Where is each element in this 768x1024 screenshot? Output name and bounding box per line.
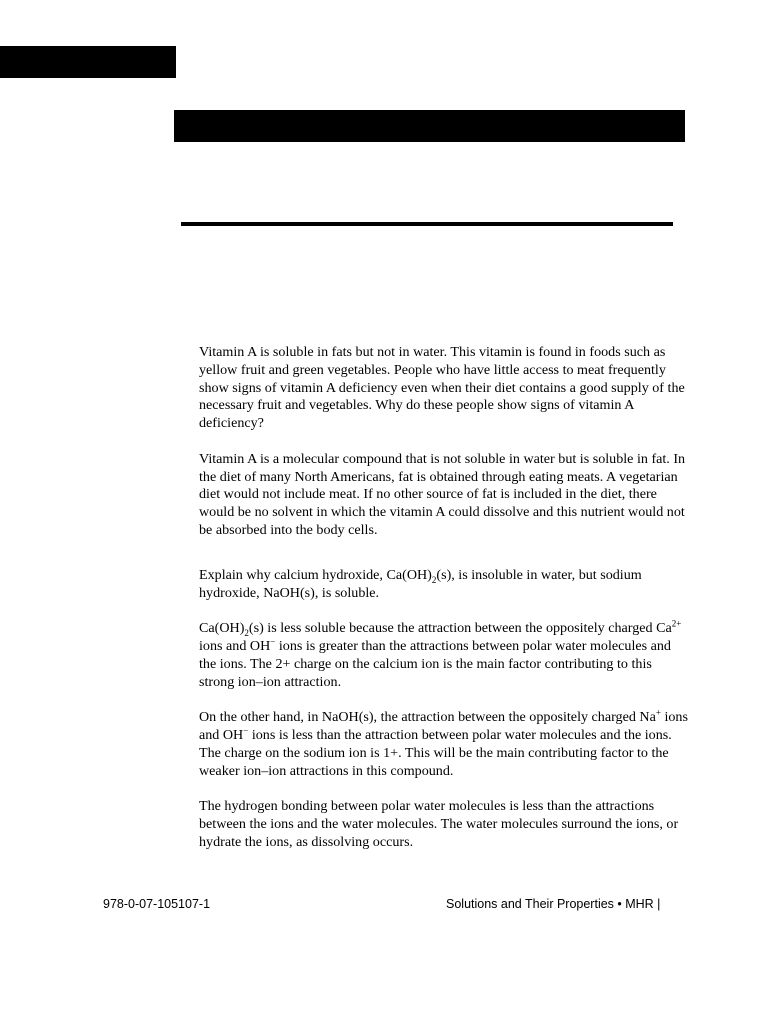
answer-2a-text-b: (s) is less soluble because the attraction between the oppositely charged Ca	[248, 620, 672, 637]
superscript: 2+	[671, 618, 682, 629]
answer-2a-text-c: ions and OH	[199, 637, 271, 654]
title-bar	[174, 110, 685, 142]
question-2	[199, 567, 689, 603]
answer-2c: The hydrogen bonding between polar water molecules is less than the attractions between the ions and the water molecules. The water molecules surround the ions, or hydrate the ions, as dissolving occurs.	[199, 798, 679, 850]
header-tab-block	[0, 46, 176, 78]
question-2-text-a: Explain why calcium hydroxide, Ca(OH)	[199, 566, 432, 583]
answer-2a-text-a: Ca(OH)	[199, 620, 245, 637]
answer-2b-text-c: ions is less than the attraction between polar water molecules and the ions. The charge on the sodium ion is 1+. This will be the main contributing factor to the weaker ion–ion attractions in this compound.	[199, 726, 672, 779]
answer-2b-text-a: On the other hand, in NaOH(s), the attraction between the oppositely charged Na	[199, 709, 656, 726]
question-2-text-b: (s), is insoluble in water, but sodium hydroxide, NaOH(s), is soluble.	[199, 566, 642, 601]
footer-isbn: 978-0-07-105107-1	[103, 897, 211, 911]
answer-2a-text-d: ions is greater than the attractions between polar water molecules and the ions. The 2+ charge on the calcium ion is the main factor contributing to this strong ion–ion attraction.	[199, 637, 671, 690]
superscript: −	[270, 636, 276, 647]
answer-2a	[199, 620, 689, 691]
question-1: Vitamin A is soluble in fats but not in water. This vitamin is found in foods such as yellow fruit and green vegetables. People who have little access to meat frequently show signs of vitamin A deficiency even when their diet contains a good supply of the necessary fruit and vegetables. Why do these people show signs of vitamin A deficiency?	[199, 344, 685, 432]
footer-running-head: Solutions and Their Properties • MHR |	[446, 897, 661, 911]
superscript: +	[655, 707, 661, 718]
subscript: 2	[244, 627, 249, 638]
answer-2b	[199, 709, 689, 780]
superscript: −	[243, 725, 249, 736]
answer-2b-text-b: ions and OH	[199, 709, 688, 743]
answer-1: Vitamin A is a molecular compound that is not soluble in water but is soluble in fat. In the diet of many North Americans, fat is obtained through eating meats. A vegetarian diet would not include meat. If no other source of fat is included in the diet, there would be no solvent in which the vitamin A could dissolve and this nutrient would not be absorbed into the body cells.	[199, 450, 686, 538]
horizontal-rule	[181, 222, 673, 226]
subscript: 2	[431, 574, 437, 585]
page-body	[199, 344, 689, 852]
